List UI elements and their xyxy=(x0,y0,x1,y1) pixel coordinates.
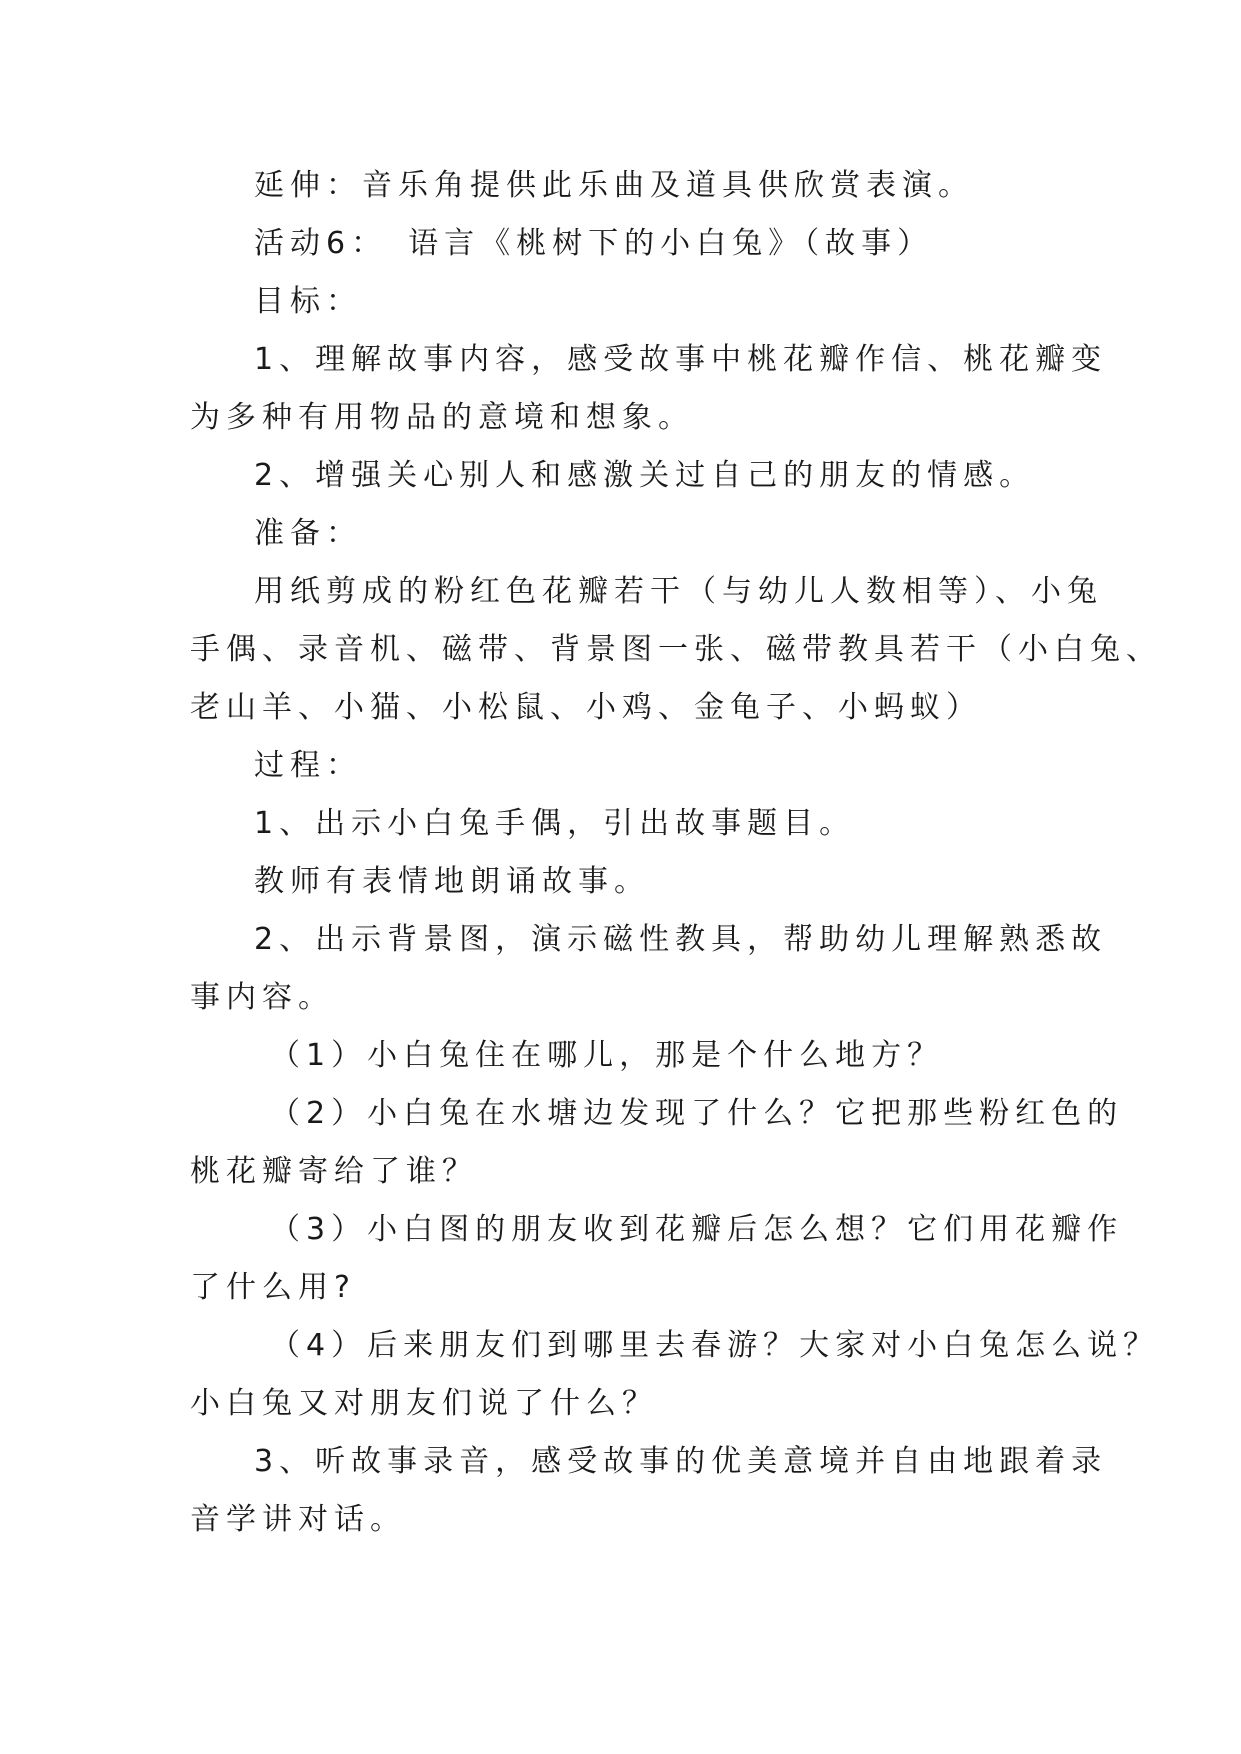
question-3-line-2: 了什么用? xyxy=(190,1270,356,1305)
process-step-1: 1、出示小白兔手偶，引出故事题目。 xyxy=(254,806,856,841)
paragraph-activity-title: 活动6： 语言《桃树下的小白兔》（故事） xyxy=(254,226,934,261)
goal-1-line-2: 为多种有用物品的意境和想象。 xyxy=(190,400,694,435)
preparation-line-3: 老山羊、小猫、小松鼠、小鸡、金龟子、小蚂蚁） xyxy=(190,690,982,725)
heading-goals: 目标： xyxy=(254,284,362,319)
document-body xyxy=(190,157,1162,1549)
goal-1-line-1: 1、理解故事内容，感受故事中桃花瓣作信、桃花瓣变 xyxy=(254,342,1108,377)
question-2-line-2: 桃花瓣寄给了谁？ xyxy=(190,1154,478,1189)
preparation-line-2: 手偶、录音机、磁带、背景图一张、磁带教具若干（小白兔、 xyxy=(190,632,1162,667)
process-step-2-line-1: 2、出示背景图，演示磁性教具，帮助幼儿理解熟悉故 xyxy=(254,922,1108,957)
question-3-line-1: （3）小白图的朋友收到花瓣后怎么想？它们用花瓣作 xyxy=(270,1212,1124,1247)
heading-process: 过程： xyxy=(254,748,362,783)
paragraph-extension: 延伸：音乐角提供此乐曲及道具供欣赏表演。 xyxy=(254,168,974,203)
question-4-line-1: （4）后来朋友们到哪里去春游？大家对小白兔怎么说？ xyxy=(270,1328,1160,1363)
question-4-line-2: 小白兔又对朋友们说了什么？ xyxy=(190,1386,658,1421)
process-step-1-detail: 教师有表情地朗诵故事。 xyxy=(254,864,650,899)
process-step-3-line-2: 音学讲对话。 xyxy=(190,1502,406,1537)
goal-2: 2、增强关心别人和感激关过自己的朋友的情感。 xyxy=(254,458,1036,493)
process-step-3-line-1: 3、听故事录音，感受故事的优美意境并自由地跟着录 xyxy=(254,1444,1108,1479)
heading-preparation: 准备： xyxy=(254,516,362,551)
preparation-line-1: 用纸剪成的粉红色花瓣若干（与幼儿人数相等）、小兔 xyxy=(254,574,1103,609)
question-1: （1）小白兔住在哪儿，那是个什么地方？ xyxy=(270,1038,944,1073)
process-step-2-line-2: 事内容。 xyxy=(190,980,334,1015)
question-2-line-1: （2）小白兔在水塘边发现了什么？它把那些粉红色的 xyxy=(270,1096,1124,1131)
